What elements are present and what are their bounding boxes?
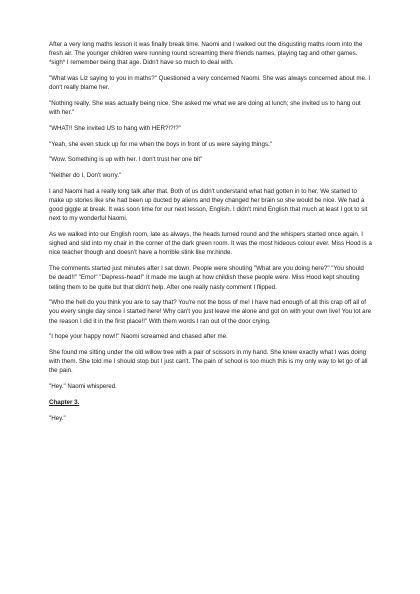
paragraph: "WHAT!! She invited US to hang with HER?!?!?" <box>49 124 181 132</box>
paragraph: The comments started just minutes after I sat down. People were shouting "What are you doing here?" "You should be dead!!" "Emo!" "Depress-head!" It made me laugh at how childish these people were. Miss Hood kept shouting telling them to be quite but that didn't help. After one really nasty comment I flipped. <box>49 265 364 291</box>
paragraph: As we walked into our English room, late as always, the heads turned round and the whispers started once again. I sighed and slid into my chair in the corner of the dark green room. It was the most hideous colour ever. Miss Hood is a nice teacher though and doesn't have a horrible stink like mr.hinde. <box>49 231 372 257</box>
paragraph: I and Naomi had a really long talk after that. Both of us didn't understand what had gotten in to her. We started to make up stories like she had been up ducted by aliens and they changed her brain so she would be nice. We had a good giggle at break. It was soon time for our next lesson, English. I didn't mind English that much at least I got to sit next to my wonderful Naomi. <box>49 187 368 223</box>
paragraph: "What was Liz saying to you in maths?" Questioned a very concerned Naomi. She was always concerned about me. I don't really blame her. <box>49 75 371 92</box>
paragraph: "Who the hell do you think you are to say that? You're not the boss of me! I have had enough of all this crap off all of you every single day since I started here! Why can't you just leave me alone and got on with your own live! You lot are the reason I did it in the first place!!" With them words I ran out of the door crying. <box>49 299 372 325</box>
paragraph: After a very long maths lesson it was finally break time. Naomi and I walked out the disgusting maths room into the fresh air. The younger children were running round screaming there friends names, playing tag and other games. *sigh* I remember being that age. Didn't have so much to deal with. <box>49 41 363 67</box>
closing-line: "Hey." <box>49 414 66 422</box>
paragraph: "Wow. Something is up with her. I don't trust her one bit" <box>49 156 203 164</box>
paragraph: "Neither do I, Don't worry." <box>49 172 122 180</box>
paragraph: "Yeah, she even stuck up for me when the boys in front of us were saying things." <box>49 140 272 148</box>
paragraph: She found me sitting under the old willow tree with a pair of scissors in my hand. She knew exactly what I was doing with them. She told me I should stop but I just can't. The pain of school is too much this is my only way to let go of all the pain. <box>49 349 368 375</box>
paragraph: "Nothing really. She was actually being nice. She asked me what we are doing at lunch; she invited us to hang out with her." <box>49 100 361 117</box>
paragraph: "Hey." Naomi whispered. <box>49 383 117 391</box>
chapter-heading: Chapter 3. <box>49 398 80 406</box>
paragraph: "I hope your happy now!!" Naomi screamed and chased after me. <box>49 333 228 341</box>
